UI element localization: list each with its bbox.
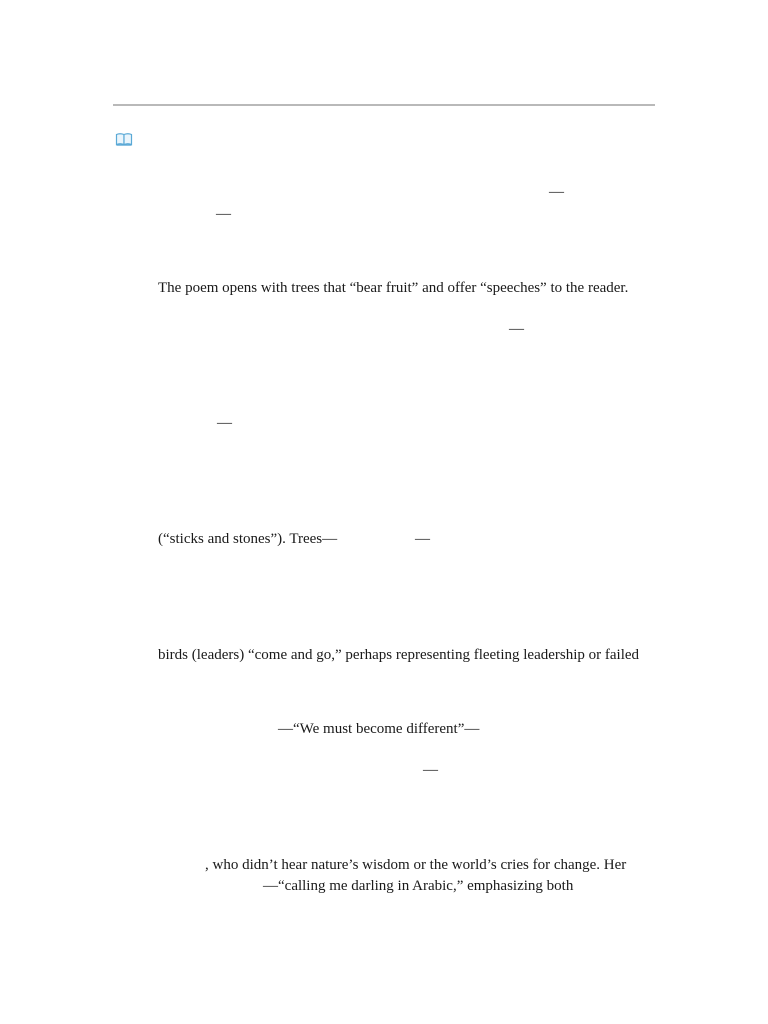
quote-become-different: —“We must become different”— bbox=[278, 721, 480, 737]
paragraph-nature-wisdom: , who didn’t hear nature’s wisdom or the world’s cries for change. Her bbox=[205, 857, 627, 873]
paragraph-calling-darling: —“calling me darling in Arabic,” emphasizing both bbox=[263, 878, 574, 894]
text-dash: — bbox=[216, 206, 231, 222]
text-dash: — bbox=[549, 184, 564, 200]
paragraph-trees-intro: The poem opens with trees that “bear fruit” and offer “speeches” to the reader. bbox=[158, 280, 629, 296]
text-dash: — bbox=[415, 531, 430, 547]
text-dash: — bbox=[217, 415, 232, 431]
paragraph-sticks-stones: (“sticks and stones”). Trees— bbox=[158, 531, 338, 547]
book-icon bbox=[115, 132, 133, 146]
text-dash: — bbox=[423, 762, 438, 778]
paragraph-birds-leaders: birds (leaders) “come and go,” perhaps representing fleeting leadership or failed bbox=[158, 647, 640, 663]
text-dash: — bbox=[509, 321, 524, 337]
horizontal-divider bbox=[113, 104, 655, 106]
